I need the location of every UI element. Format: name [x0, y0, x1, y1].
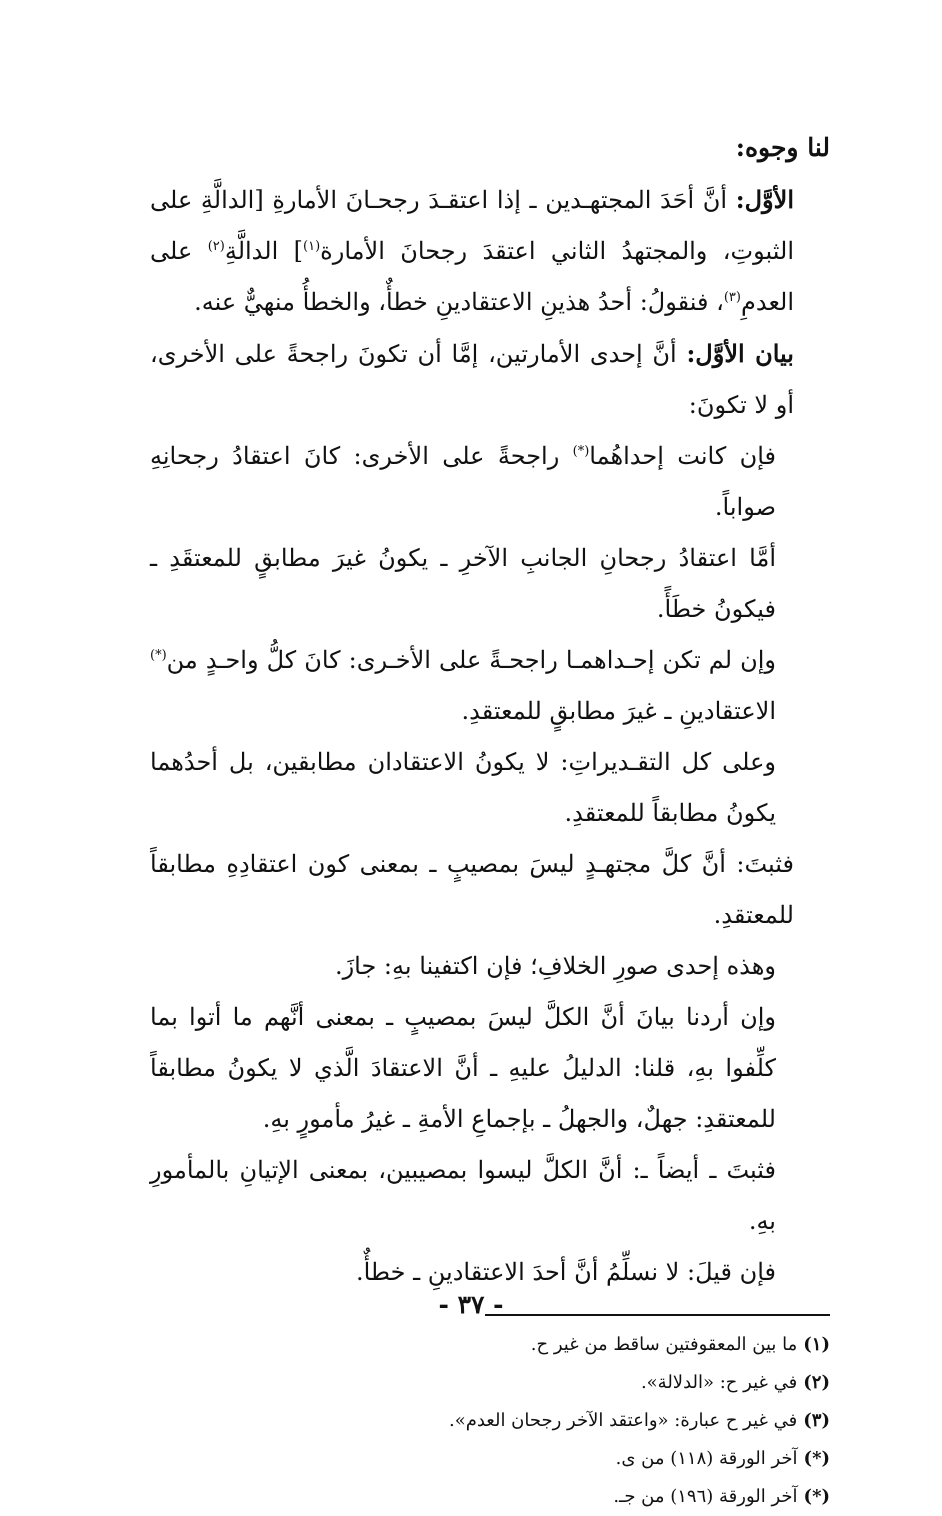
paragraph-text: أنَّ أحَدَ المجتهـدين ـ إذا اعتقـدَ رجحـانَ الأمارةِ [الدالَّةِ على الثبوتِ، والمجتهدُ الثاني اعتقدَ رجحانَ الأمارة [150, 186, 794, 265]
paragraph-first-argument [150, 174, 830, 328]
paragraph-lead: الأوَّل: [735, 185, 794, 214]
paragraph-other-side: أمَّا اعتقادُ رجحانِ الجانبِ الآخرِ ـ يكونُ غيرَ مطابقٍ للمعتقَدِ ـ فيكونُ خطَأً. [150, 544, 776, 623]
paragraph-text: أنَّ إحدى الأمارتين، إمَّا أن تكونَ راجحةً على الأخرى، أو لا تكونَ: [150, 340, 794, 419]
paragraph-dispute-form: وهذه إحدى صورِ الخلافِ؛ فإن اكتفينا بهِ: جازَ. [334, 952, 776, 980]
paragraph-further-proof: وإن أردنا بيانَ أنَّ الكلَّ ليسَ بمصيبٍ ـ بمعنى أنَّهم ما أتوا بما كلِّفوا بهِ، قلنا: الدليلُ عليهِ ـ أنَّ الاعتقادَ الَّذي لا يكونُ مطابقاً للمعتقدِ: جهلٌ، والجهلُ ـ بإجماعِ الأمةِ ـ غيرُ مأمورٍ بهِ. [150, 1003, 776, 1133]
paragraph-text: الاعتقادينِ ـ غيرَ مطابقٍ للمعتقدِ. [461, 697, 776, 725]
paragraph-also-proven: فثبتَ ـ أيضاً ـ: أنَّ الكلَّ ليسوا بمصيبين، بمعنى الإتيانِ بالمأمورِ بهِ. [150, 1156, 776, 1235]
paragraph-case-two [150, 635, 830, 737]
footnote-number: (*) [803, 1448, 830, 1469]
page-number: - ٣٧ - [438, 1290, 504, 1319]
footnote [150, 1478, 830, 1516]
folio-marker: (*) [572, 444, 590, 459]
footnote-number: (٢) [803, 1372, 830, 1393]
footnote [150, 1326, 830, 1364]
footnote-number: (٣) [803, 1410, 830, 1431]
paragraph-explanation [150, 328, 830, 431]
footnotes [150, 1326, 830, 1516]
paragraph-objection: فإن قيلَ: لا نسلِّمُ أنَّ أحدَ الاعتقادينِ ـ خطأٌ. [355, 1258, 776, 1286]
paragraph-conclusion: فثبتَ: أنَّ كلَّ مجتهـدٍ ليسَ بمصيبٍ ـ بمعنى كون اعتقادِهِ مطابقاً للمعتقدِ. [150, 850, 794, 929]
footnote-number: (١) [803, 1334, 830, 1355]
footnote-ref: (٣) [723, 290, 741, 305]
paragraph-text: وإن لم تكن إحـداهمـا راجحـةً على الأخـرى: كانَ كلُّ واحـدٍ من [166, 646, 776, 674]
paragraph-text: راجحةً على الأخرى: كانَ اعتقادُ رجحانِهِ صواباً. [150, 442, 776, 521]
section-heading: لنا وجوه: [735, 133, 830, 162]
paragraph-lead: بيان الأوَّل: [686, 339, 794, 368]
footnote [150, 1364, 830, 1402]
footnote-ref: (١) [303, 239, 321, 254]
footnote-number: (*) [803, 1486, 830, 1507]
paragraph-text: ] الدالَّةِ [224, 237, 304, 265]
footnote-text: في غير ح: «الدلالة». [640, 1372, 798, 1393]
footnote-text: في غير ح عبارة: «واعتقد الآخر رجحان العدم». [448, 1410, 798, 1431]
paragraph-text: على العدمِ [150, 237, 794, 316]
folio-marker: (*) [150, 648, 167, 663]
footnote-text: آخر الورقة (١١٨) من ى. [615, 1448, 798, 1469]
footnote-ref: (٢) [207, 239, 225, 254]
paragraph-case-one [150, 431, 830, 533]
footnote [150, 1402, 830, 1440]
footnote [150, 1440, 830, 1478]
footnote-text: آخر الورقة (١٩٦) من جـ. [613, 1486, 798, 1507]
paragraph-text: ، فنقولُ: أحدُ هذينِ الاعتقادينِ خطأٌ، والخطأُ منهيٌّ عنه. [194, 288, 724, 316]
footnote-text: ما بين المعقوفتين ساقط من غير ح. [530, 1334, 798, 1355]
paragraph-all-estimates: وعلى كل التقـديراتِ: لا يكونُ الاعتقادان مطابقين، بل أحدُهما يكونُ مطابقاً للمعتقدِ. [150, 748, 776, 827]
paragraph-text: فإن كانت إحداهُما [589, 442, 777, 470]
